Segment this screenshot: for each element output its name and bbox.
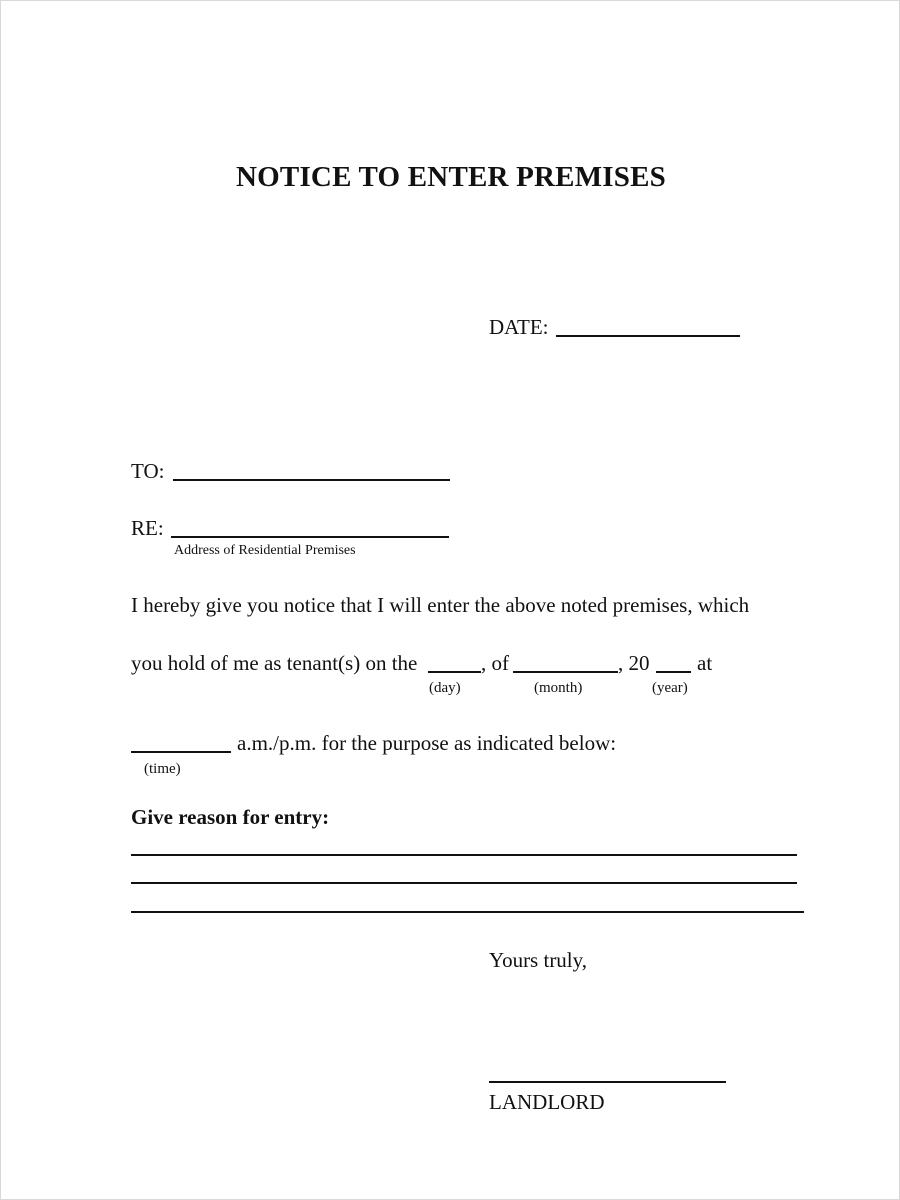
body-line-2-twenty: , 20	[618, 651, 650, 675]
re-blank-line[interactable]	[171, 536, 449, 538]
reason-line-1[interactable]	[131, 854, 797, 856]
body-line-2-at: at	[697, 651, 713, 675]
day-blank-line[interactable]	[428, 671, 481, 673]
day-caption: (day)	[429, 680, 461, 696]
month-caption: (month)	[534, 680, 583, 696]
reason-line-3[interactable]	[131, 911, 804, 913]
re-label: RE:	[131, 516, 164, 540]
year-blank-line[interactable]	[656, 671, 691, 673]
body-line-2-of: , of	[481, 651, 509, 675]
date-blank-line[interactable]	[556, 335, 740, 337]
year-caption: (year)	[652, 680, 688, 696]
to-label: TO:	[131, 459, 165, 483]
closing-salutation: Yours truly,	[489, 948, 588, 972]
time-caption: (time)	[144, 761, 181, 777]
to-blank-line[interactable]	[173, 479, 450, 481]
body-line-3: a.m./p.m. for the purpose as indicated below:	[237, 731, 617, 755]
signature-line[interactable]	[489, 1081, 726, 1083]
month-blank-line[interactable]	[513, 671, 618, 673]
body-line-1: I hereby give you notice that I will enter the above noted premises, which	[131, 593, 750, 617]
re-caption: Address of Residential Premises	[174, 543, 356, 558]
body-line-2-start: you hold of me as tenant(s) on the	[131, 651, 418, 675]
signer-label: LANDLORD	[489, 1090, 605, 1114]
date-label: DATE:	[489, 315, 549, 339]
document-title: NOTICE TO ENTER PREMISES	[236, 161, 666, 193]
reason-line-2[interactable]	[131, 882, 797, 884]
time-blank-line[interactable]	[131, 751, 231, 753]
reason-label: Give reason for entry:	[131, 805, 330, 829]
